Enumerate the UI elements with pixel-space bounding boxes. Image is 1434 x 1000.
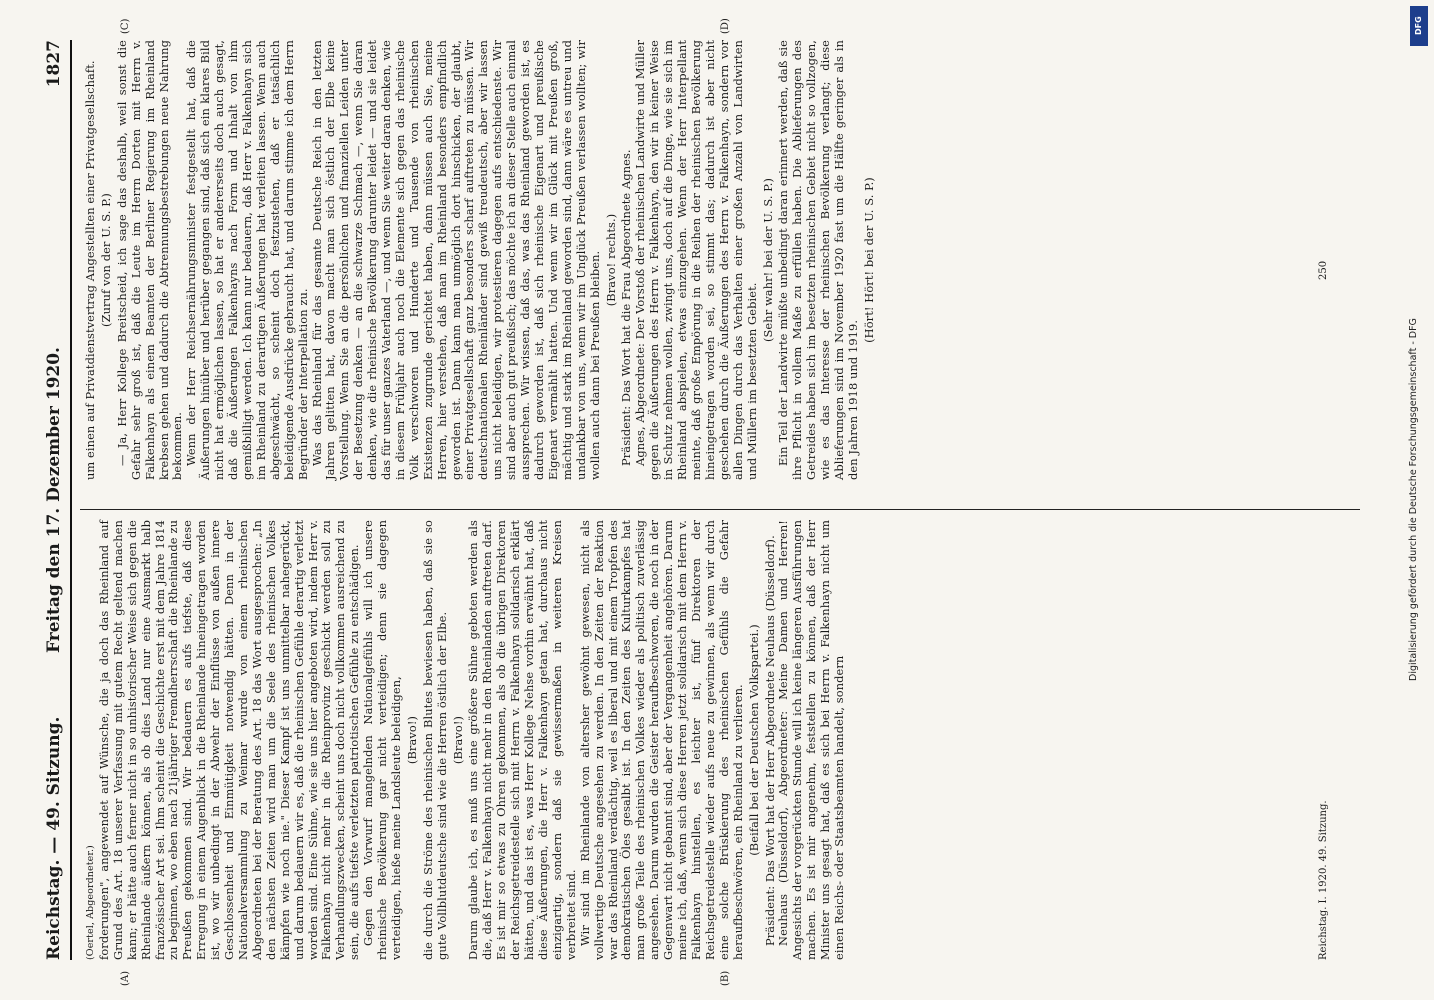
digitization-note: Digitalisierung gefördert durch die Deutsche Forschungsgemeinschaft - DFG bbox=[1408, 318, 1419, 682]
left-paragraph: Präsident: Das Wort hat der Herr Abgeordnete Neuhaus (Düsseldorf). bbox=[762, 535, 777, 946]
right-paragraph: Wenn der Herr Reichsernährungsminister festgestellt hat, daß die Äußerungen hinüber und herüber gegangen sind, daß sich ein klares Bild nicht hat ermöglichen lassen, so hat er andererseits doch auch gesagt, daß die Äußerungen Falkenhayns nach Form und Inhalt von ihm gemißbilligt werden. Ich kann nur bedauern, daß Herr v. Falkenhayn sich im Rheinland zu derartigen Äußerungen hat verleiten lassen. Wenn auch abgeschwächt, so scheint doch festzustehen, daß er tatsächlich beleidigende Ausdrücke gebraucht hat, und darum stimme ich dem Herrn Begründer der Interpellation zu. bbox=[184, 40, 310, 480]
header-session: Reichstag. — 49. Sitzung. bbox=[44, 716, 64, 960]
left-paragraph: (Beifall bei der Deutschen Volkspartei.) bbox=[746, 624, 761, 856]
margin-mark-c: (C) bbox=[120, 18, 131, 34]
dfg-logo: DFG bbox=[1410, 6, 1428, 46]
margin-mark-a: (A) bbox=[120, 970, 131, 986]
left-paragraph: Neuhaus (Düsseldorf), Abgeordneter: Meine Damen und Herren! Angesichts der vorgerückten Stunde will ich keine längeren Ausführungen machen. Es ist mir angenehm, feststellen zu können, daß der Herr Minister uns gesagt hat, daß es sich bei Herrn v. Falkenhayn nicht um einen Reichs- oder Staatsbeamten handelt, sondern bbox=[776, 520, 847, 960]
left-paragraph: (Bravo!) bbox=[450, 715, 465, 765]
right-paragraph: (Bravo! rechts.) bbox=[603, 213, 618, 307]
column-divider bbox=[80, 509, 1360, 510]
right-paragraph: (Sehr wahr! bei der U. S. P.) bbox=[760, 177, 775, 343]
right-paragraph: (Hört! Hört! bei der U. S. P.) bbox=[861, 177, 876, 343]
left-paragraph: (Oertel, Abgeordneter.) bbox=[85, 845, 96, 960]
right-column bbox=[84, 40, 879, 480]
left-column bbox=[84, 520, 847, 960]
left-paragraph: Wir sind im Rheinlande von altersher gewöhnt gewesen, nicht als vollwertige Deutsche angesehen zu werden. In den Zeiten der Reaktion war das Rheinland verdächtig, weil es liberal und mit einem Tropfen des demokratischen Öles gesalbt ist. In den Zeiten des Kulturkampfes hat man große Teile des rheinischen Volkes wieder als politisch zuverlässig angesehen. Darum wurden die Geister heraufbeschworen, die noch in der Gegenwart nicht gebannt sind, aber der Vergangenheit angehören. Darum meine ich, daß, wenn sich diese Herren jetzt solidarisch mit dem Herrn v. Falkenhayn hinstellen, es leichter ist, fünf Direktoren der Reichsgetreidestelle wieder aufs neue zu gewinnen, als wenn wir durch eine solche Brüskierung des rheinischen Gefühls die Gefahr heraufbeschwören, ein Rheinland zu verlieren. bbox=[577, 520, 745, 960]
right-paragraph: (Zuruf von der U. S. P.) bbox=[98, 193, 113, 327]
right-paragraph: Präsident: Das Wort hat die Frau Abgeordnete Agnes. bbox=[619, 149, 634, 466]
footer-reference: Reichstag. I. 1920. 49. Sitzung. bbox=[1318, 800, 1329, 960]
footer-sheet-number: 250 bbox=[1318, 260, 1329, 280]
left-paragraph: die durch die Ströme des rheinischen Blutes bewiesen haben, daß sie so gute Vollblutdeutsche sind wie die Herren östlich der Elbe. bbox=[420, 520, 449, 960]
page-header bbox=[40, 40, 72, 960]
right-paragraph: — Ja, Herr Kollege Breitscheid, ich sage das deshalb, weil sonst die Gefahr sehr groß ist, daß die Leute im Herrn Dorten mit Herrn v. Falkenhayn als einem Beamten der Berliner Regierung im Rheinland krebsen gehen und dadurch die Abtrennungsbestrebungen neue Nahrung bekommen. bbox=[114, 40, 185, 480]
right-paragraph: Was das Rheinland für das gesamte Deutsche Reich in den letzten Jahren gelitten hat, davon macht man sich östlich der Elbe keine Vorstellung. Wenn Sie an die persönlichen und finanziellen Leiden unter der Besetzung denken — an die schwarze Schmach —, wenn Sie daran denken, wie die rheinische Bevölkerung darunter leidet — und sie leidet das für unser ganzes Vaterland —, und wenn Sie weiter daran denken, wie in diesem Frühjahr auch noch die Elemente sich gegen das rheinische Volk verschworen und Hunderte und Tausende von rheinischen Existenzen zugrunde gerichtet haben, dann müssen auch Sie, meine Herren, hier verstehen, daß man im Rheinland besonders empfindlich geworden ist. Dann kann man unmöglich dort hinschicken, der glaubt, einer Privatgesellschaft ganz besonders scharf auftreten zu müssen. Wir deutschnationalen Rheinländer sind gewiß treudeutsch, aber wir lassen uns nicht beleidigen, wir protestieren dagegen aufs entschiedenste. Wir sind aber auch gut preußisch; das möchte ich an dieser Stelle auch einmal aussprechen. Wir wissen, daß das, was das Rheinland geworden ist, es dadurch geworden ist, daß sich rheinische Eigenart und preußische Eigenart vermählt hatten. Und wenn wir im Glück mit Preußen groß, mächtig und stark im Rheinland geworden sind, dann wäre es untreu und undankbar von uns, wenn wir im Unglück Preußen verlassen wollten; wir wollen auch dann bei Preußen bleiben. bbox=[309, 40, 602, 480]
right-paragraph: um einen auf Privatdienstvertrag Angestellten einer Privatgesellschaft. bbox=[83, 60, 97, 480]
left-paragraph: forderungen", angewendet auf Wünsche, die ja doch das Rheinland auf Grund des Art. 18 unserer Verfassung mit gutem Recht geltend machen kann; er hätte auch ferner nicht in so unhistorischer Weise sich gegen die Rheinlande äußern können, als ob dies Land nur eine Ausmarkt halb französischer Art sei. Ihm scheint die Geschichte erst mit dem Jahre 1814 zu beginnen, wo eben nach 21jähriger Fremdherrschaft die Rheinlande zu Preußen gekommen sind. Wir bedauern es aufs tiefste, daß diese Erregung in einem Augenblick in die Rheinlande hineingetragen worden ist, wo wir unbedingt in der Abwehr der Einflüsse von außen innere Geschlossenheit und Einmütigkeit notwendig hätten. Denn in der Nationalversammlung zu Weimar wurde von einem rheinischen Abgeordneten bei der Beratung des Art. 18 das Wort ausgesprochen: „In den nächsten Zeiten wird man um die Seele des rheinischen Volkes kämpfen wie noch nie." Dieser Kampf ist uns unmittelbar nahegerückt, und darum bedauern wir es, daß die rheinischen Gefühle derartig verletzt worden sind. Eine Sühne, wie sie uns hier angeboten wird, indem Herr v. Falkenhayn nicht mehr in die Rheinprovinz geschickt werden soll zu Verhandlungszwecken, scheint uns doch nicht vollkommen ausreichend zu sein, die aufs tiefste verletzten patriotischen Gefühle zu entschädigen. bbox=[96, 520, 362, 960]
header-page-number: 1827 bbox=[44, 40, 64, 88]
left-paragraph: Darum glaube ich, es muß uns eine größere Sühne geboten werden als die, daß Herr v. Falkenhayn nicht mehr in den Rheinlanden auftreten darf. Es ist mir so etwas zu Ohren gekommen, als ob die übrigen Direktoren der Reichsgetreidestelle sich mit Herrn v. Falkenhayn solidarisch erklärt hätten, und das ist es, was Herr Kollege Nehse vorhin erwähnt hat, daß diese Äußerungen, die Herr v. Falkenhayn getan hat, durchaus nicht einzigartig, sondern daß sie gewissermaßen in weiteren Kreisen verbreitet sind. bbox=[466, 520, 578, 960]
left-paragraph: Gegen den Vorwurf mangelnden Nationalgefühls will ich unsere rheinische Bevölkerung gar nicht verteidigen; denn sie dagegen verteidigen, hieße meine Landsleute beleidigen, bbox=[361, 520, 403, 960]
right-paragraph: Agnes, Abgeordnete: Der Vorstoß der rheinischen Landwirte und Müller gegen die Äußerungen des Herrn v. Falkenhayn, den wir in keiner Weise in Schutz nehmen wollen, zwingt uns, doch auf die Dinge, wie sie sich im Rheinland abspielen, etwas einzugehen. Wenn der Herr Interpellant meinte, daß große Empörung in die Reihen der rheinischen Bevölkerung hineingetragen worden sei, so stimmt das; dadurch ist aber nicht geschehen durch die Äußerungen des Herrn v. Falkenhayn, sondern vor allen Dingen durch das Verhalten einer großen Anzahl von Landwirten und Müllern im besetzten Gebiet. bbox=[633, 40, 759, 480]
header-date: Freitag den 17. Dezember 1920. bbox=[44, 347, 64, 653]
right-paragraph: Ein Teil der Landwirte müßte unbedingt daran erinnert werden, daß sie ihre Pflicht in vollem Maße zu erfüllen haben. Die Ablieferungen des Getreides haben sich im besetzten rheinischen Gebiet nicht so vollzogen, wie es das Interesse der rheinischen Bevölkerung verlangt; diese Ablieferungen sind im November 1920 fast um die Hälfte geringer als in den Jahren 1918 und 1919. bbox=[776, 40, 860, 480]
margin-mark-b: (B) bbox=[720, 970, 731, 986]
margin-mark-d: (D) bbox=[720, 18, 731, 34]
left-paragraph: (Bravo!) bbox=[404, 715, 419, 765]
